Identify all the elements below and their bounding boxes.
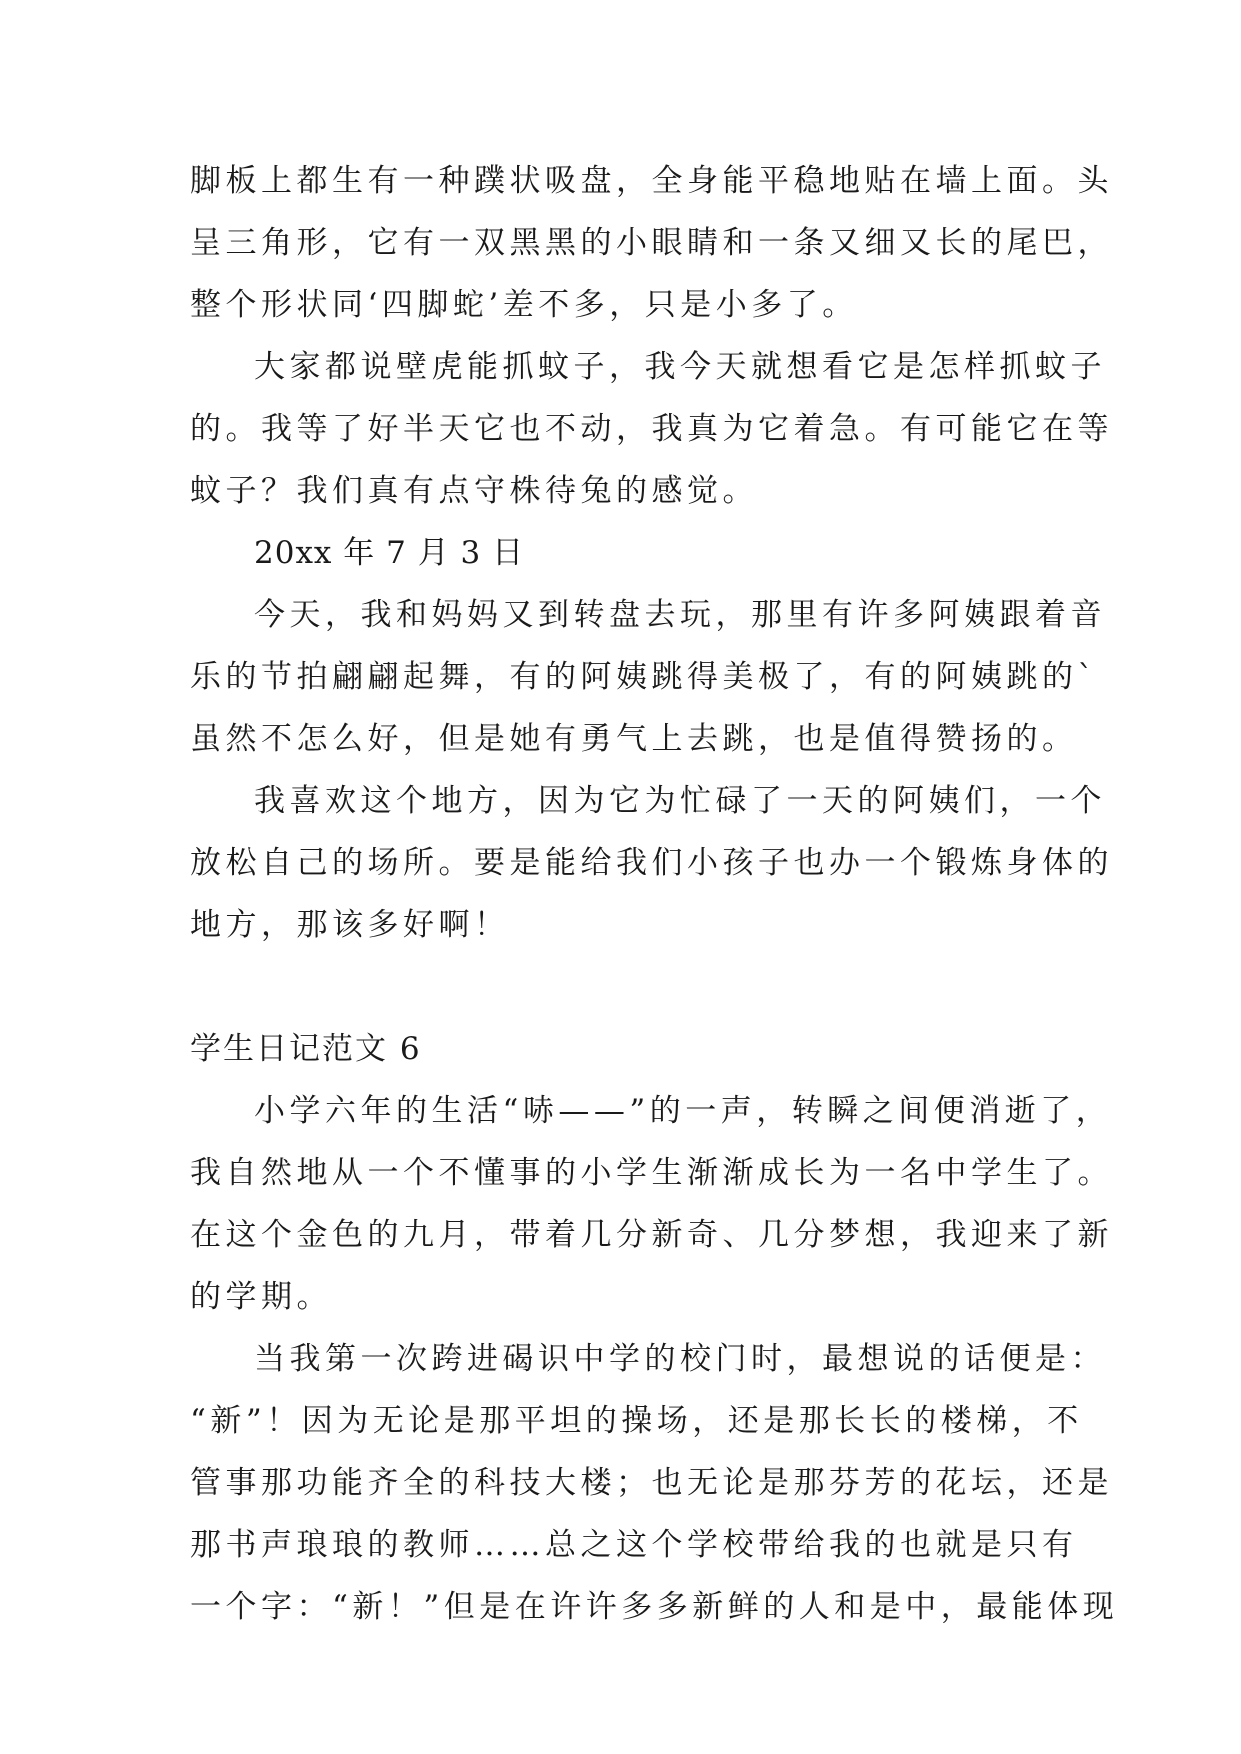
text-line: 虽然不怎么好，但是她有勇气上去跳，也是值得赞扬的。 <box>190 721 1078 757</box>
paragraph <box>190 1080 1113 1328</box>
document-body <box>190 150 1119 1638</box>
text-line: 在这个金色的九月，带着几分新奇、几分梦想，我迎来了新 <box>190 1217 1113 1253</box>
text-line: 乐的节拍翩翩起舞，有的阿姨跳得美极了，有的阿姨跳的` <box>190 659 1098 695</box>
paragraph <box>190 1328 1119 1638</box>
text-line: 我喜欢这个地方，因为它为忙碌了一天的阿姨们，一个 <box>254 783 1106 819</box>
paragraph <box>190 336 1113 522</box>
text-line: 管事那功能齐全的科技大楼；也无论是那芬芳的花坛，还是 <box>190 1465 1113 1501</box>
text-line: 呈三角形，它有一双黑黑的小眼睛和一条又细又长的尾巴， <box>190 225 1113 261</box>
text-line: 地方，那该多好啊！ <box>190 907 510 943</box>
text-line: 整个形状同‘四脚蛇’差不多，只是小多了。 <box>190 287 858 323</box>
diary-date: 20xx 年 7 月 3 日 <box>254 535 525 571</box>
text-line: 当我第一次跨进碣识中学的校门时，最想说的话便是： <box>254 1341 1106 1377</box>
text-line: “新”！因为无论是那平坦的操场，还是那长长的楼梯，不 <box>190 1403 1083 1439</box>
text-line: 今天，我和妈妈又到转盘去玩，那里有许多阿姨跟着音 <box>254 597 1106 633</box>
text-line: 放松自己的场所。要是能给我们小孩子也办一个锻炼身体的 <box>190 845 1113 881</box>
text-line: 的学期。 <box>190 1279 332 1315</box>
text-line: 我自然地从一个不懂事的小学生渐渐成长为一名中学生了。 <box>190 1155 1113 1191</box>
text-line: 小学六年的生活“哧——”的一声，转瞬之间便消逝了， <box>254 1093 1112 1129</box>
text-line: 那书声琅琅的教师……总之这个学校带给我的也就是只有 <box>190 1527 1078 1563</box>
section-heading: 学生日记范文 6 <box>190 1031 422 1067</box>
text-line: 的。我等了好半天它也不动，我真为它着急。有可能它在等 <box>190 411 1113 447</box>
blank-line <box>190 956 1070 1018</box>
paragraph <box>190 150 1113 336</box>
paragraph <box>190 584 1106 770</box>
text-line: 一个字：“新！”但是在许许多多新鲜的人和是中，最能体现 <box>190 1589 1119 1625</box>
text-line: 脚板上都生有一种蹼状吸盘，全身能平稳地贴在墙上面。头 <box>190 163 1113 199</box>
text-line: 蚊子？我们真有点守株待兔的感觉。 <box>190 473 758 509</box>
text-line: 大家都说壁虎能抓蚊子，我今天就想看它是怎样抓蚊子 <box>254 349 1106 385</box>
paragraph <box>190 770 1113 956</box>
